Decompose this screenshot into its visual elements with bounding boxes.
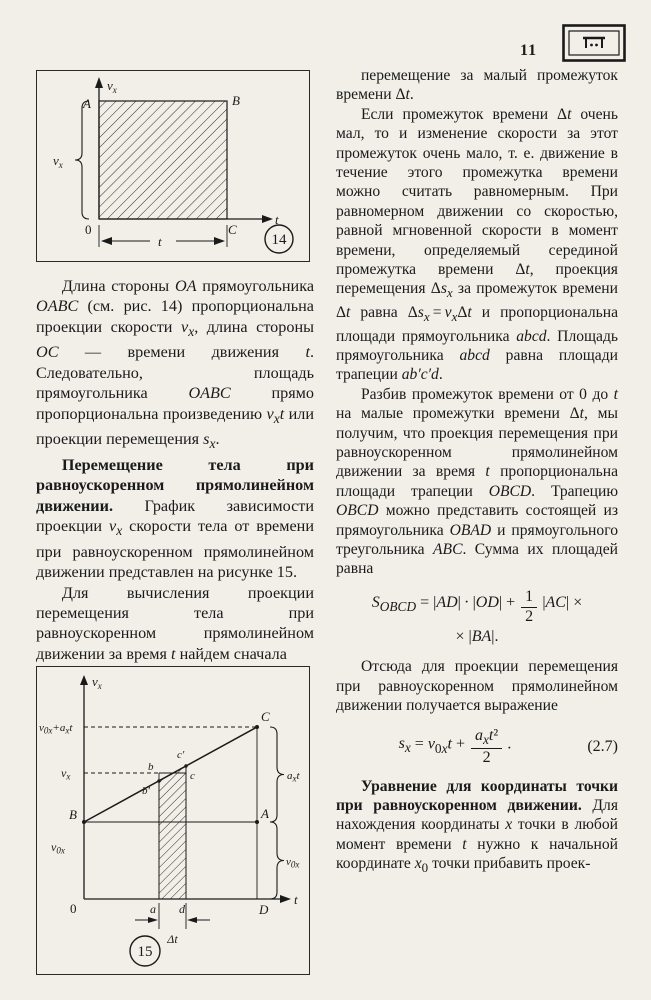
label-D: D bbox=[259, 902, 269, 917]
point-b-prime bbox=[157, 779, 160, 782]
label-axt: $a_xt$ bbox=[287, 770, 300, 784]
paragraph-trapezoid: Разбив промежуток времени от 0 до t на малые промежутки времени Δt, мы получим, что проекция перемещения при равноускоренном прямолинейном движении за время t пропорциональна площади трапеции OBCD. Трапецию OBCD можно представить состоящей из прямоугольника OBAD и прямоугольного треугольника ABC. Сумма их площадей равна bbox=[336, 385, 619, 578]
label-b: b bbox=[148, 761, 154, 773]
label-c-prime: c′ bbox=[177, 749, 185, 761]
label-v0x-plus-axt: $v_{0x}+a_xt$ bbox=[39, 722, 73, 736]
paragraph-coordinate-equation: Уравнение для координаты точки при равноускоренном движении. Для нахождения координаты x точки в любой момент времени t нужно к начальной координате $x_0$ точки прибавить проек- bbox=[336, 777, 618, 876]
label-vx: $v_x$ bbox=[61, 766, 71, 782]
dim-arrowhead-left bbox=[101, 237, 112, 245]
v0x-brace bbox=[270, 822, 284, 899]
paragraph-small-interval: Если промежуток времени Δt очень мал, то и изменение скорости за этот промежуток очень мало, т. е. движение в течение этого промежутка времени можно считать равномерным. При равномерном движении со скоростью, равной мгновенной скорости в момент времени, определяемый серединой промежутка времени Δt, проекция перемещения $\Delta s_x$ за промежуток времени Δt равна $\Delta s_x = v_x\Delta t$ и пропорциональна площади прямоугольника abcd. Площадь прямоугольника abcd равна площади трапеции ab′c′d. bbox=[336, 105, 619, 384]
axt-brace bbox=[270, 727, 284, 822]
dim-arrowhead-right bbox=[214, 237, 225, 245]
formula-2-7-row bbox=[336, 728, 618, 767]
label-d: d bbox=[179, 902, 185, 916]
paragraph-continuation: перемещение за малый промежуток времени Δt. bbox=[336, 67, 618, 104]
dt-arrowhead-left bbox=[148, 917, 158, 923]
point-B bbox=[82, 820, 86, 824]
paragraph-projection-calc: Для вычисления проекции перемещения тела при равноускоренном прямолинейном движении за время t найдем сначала bbox=[36, 583, 314, 663]
y-axis-label: $v_x$ bbox=[107, 78, 117, 95]
label-b-prime: b′ bbox=[142, 785, 150, 797]
vx-brace bbox=[75, 101, 89, 219]
figure-15-graph bbox=[37, 667, 308, 973]
point-B-label: B bbox=[232, 93, 240, 108]
y-axis-arrow bbox=[95, 77, 103, 88]
point-A bbox=[255, 820, 259, 824]
label-B: B bbox=[69, 807, 77, 822]
dim-t-label: t bbox=[158, 234, 162, 249]
formula-displacement: $s_x = v_{0x}t$ + $\frac{a_xt^2}{2}$ . bbox=[398, 726, 512, 766]
y-axis-label: $v_x$ bbox=[92, 674, 102, 691]
label-c: c bbox=[190, 770, 195, 782]
paragraph-hence: Отсюда для проекции перемещения при равноускоренном прямолинейном движении получается выражение bbox=[336, 658, 618, 715]
page-number: 11 bbox=[520, 42, 538, 59]
hatched-strip-abcd bbox=[159, 766, 186, 899]
origin-label: 0 bbox=[70, 901, 77, 916]
hatched-velocity-rectangle bbox=[99, 101, 227, 219]
right-column bbox=[336, 66, 618, 878]
figure-14 bbox=[36, 70, 310, 262]
label-a: a bbox=[150, 902, 156, 916]
label-dt: Δt bbox=[167, 932, 178, 946]
y-axis-arrow bbox=[80, 675, 88, 685]
x-axis-label: t bbox=[275, 212, 279, 227]
x-axis-arrow bbox=[280, 895, 291, 903]
origin-label: 0 bbox=[85, 222, 92, 237]
figure-14-graph bbox=[37, 71, 308, 260]
label-v0x-right: $v_{0x}$ bbox=[286, 856, 300, 870]
vx-brace-label: $v_x$ bbox=[53, 153, 63, 170]
x-axis-label: t bbox=[294, 892, 298, 907]
figure-15 bbox=[36, 666, 310, 975]
label-C: C bbox=[261, 709, 270, 724]
point-A-label: A bbox=[83, 96, 91, 111]
formula-area-sum: $S_{OBCD} = |AD| \cdot |OD|$ + $\frac{1}{2}$ |AC| × × |BA|. bbox=[371, 587, 583, 646]
x-axis-arrow bbox=[262, 215, 273, 223]
label-v0x-left: $v_{0x}$ bbox=[51, 840, 65, 856]
point-c-prime bbox=[184, 764, 187, 767]
figure-number: 14 bbox=[271, 232, 287, 248]
dt-arrowhead-right bbox=[187, 917, 197, 923]
left-column bbox=[36, 276, 314, 664]
paragraph-displacement-heading: Перемещение тела при равноускоренном прямолинейном движении. График зависимости проекции $v_x$ скорости тела от времени при равноускоренном прямолинейном движении представлен на рисунке 15. bbox=[36, 455, 314, 582]
paragraph-oa-rectangle: Длина стороны OA прямоугольника OABC (см. рис. 14) пропорциональна проекции скорости $v_x$, длина стороны OC — времени движения t. Следовательно, площадь прямоугольника OABC прямо пропорциональна произведению $v_xt$ или проекции перемещения $s_x$. bbox=[36, 277, 314, 452]
publisher-stamp-icon bbox=[562, 24, 626, 62]
equation-number: (2.7) bbox=[587, 738, 618, 756]
point-C bbox=[255, 725, 259, 729]
label-A: A bbox=[261, 806, 269, 821]
figure-number: 15 bbox=[137, 944, 153, 960]
point-C-label: C bbox=[228, 222, 237, 237]
